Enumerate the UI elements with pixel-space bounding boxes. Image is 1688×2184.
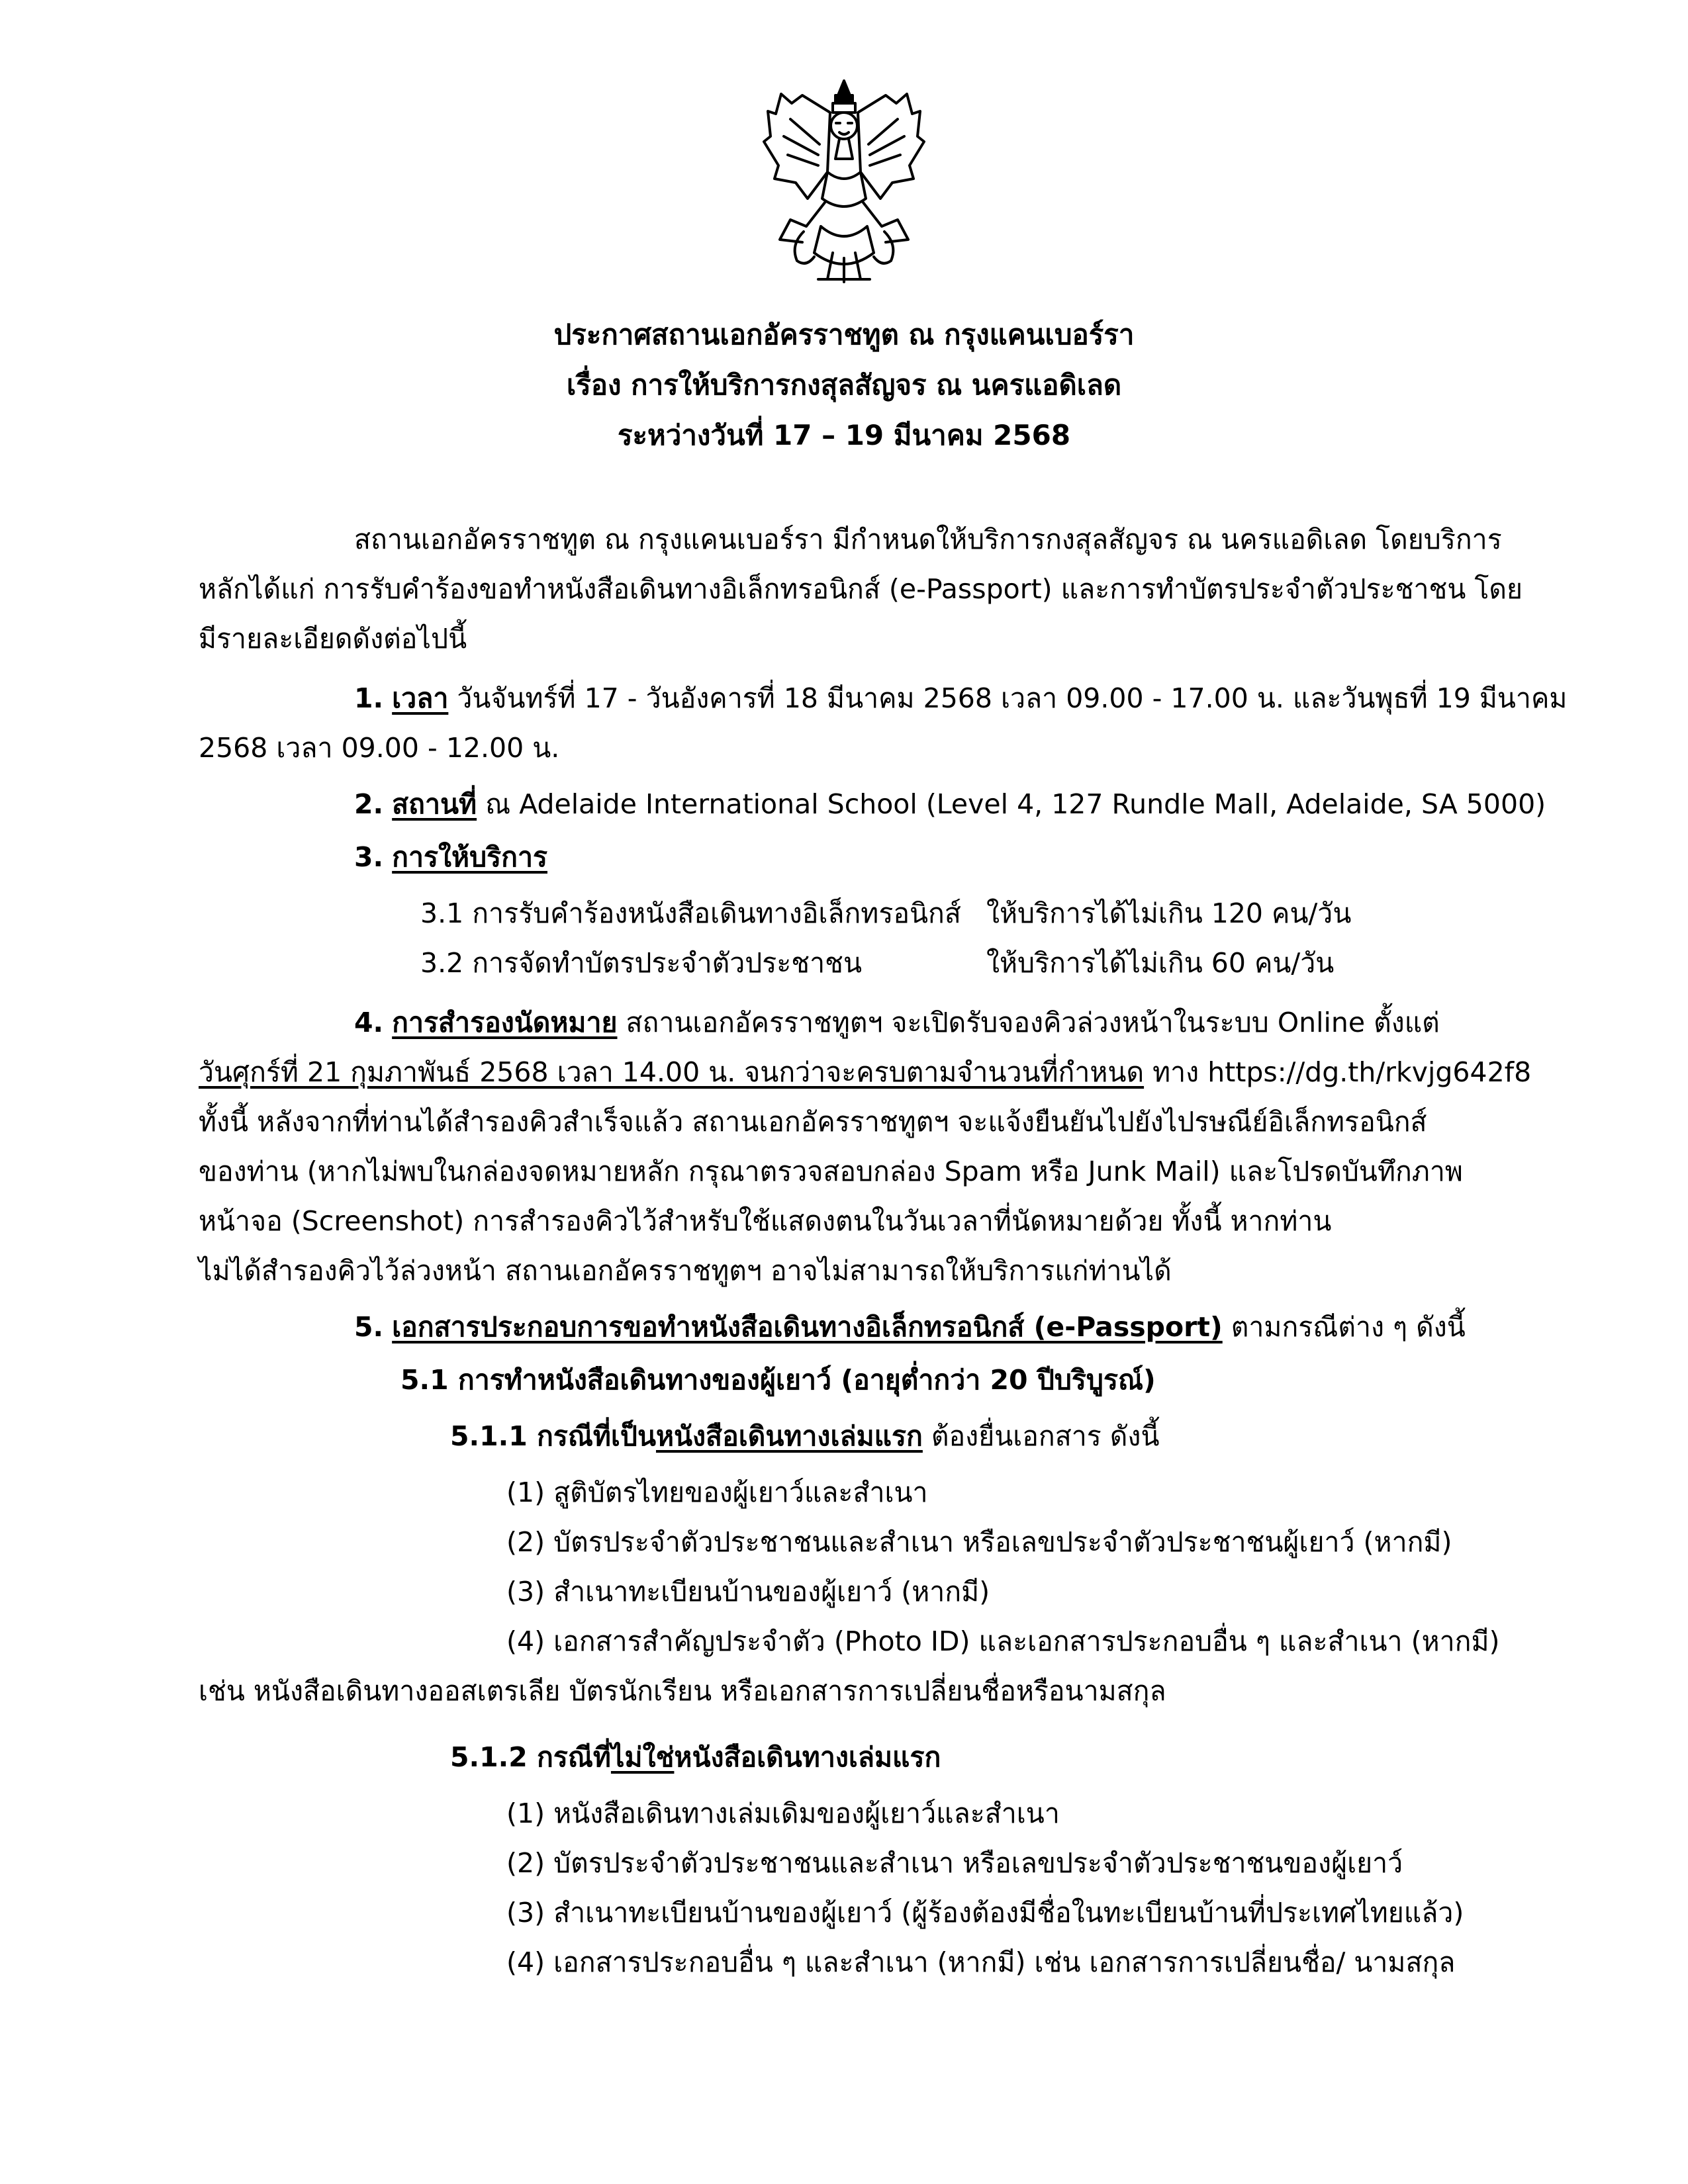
section-1-line-1 bbox=[354, 678, 1567, 718]
section-4-number: 4. bbox=[354, 1007, 384, 1038]
case-5-1-1-number: 5.1.1 กรณีที่เป็น bbox=[450, 1420, 656, 1452]
section-4-label: การสำรองนัดหมาย bbox=[392, 1007, 618, 1038]
section-1-text: วันจันทร์ที่ 17 - วันอังคารที่ 18 มีนาคม 2568 เวลา 09.00 - 17.00 น. และวันพุธที่ 19 มีนาคม bbox=[448, 682, 1568, 714]
section-4-line-2 bbox=[199, 1052, 1531, 1092]
section-1-number: 1. bbox=[354, 682, 384, 714]
case-5-1-1-item-4-continued: เช่น หนังสือเดินทางออสเตรเลีย บัตรนักเรียน หรือเอกสารการเปลี่ยนชื่อหรือนามสกุล bbox=[199, 1675, 1166, 1707]
section-3-number: 3. bbox=[354, 841, 384, 873]
case-5-1-1-label: หนังสือเดินทางเล่มแรก bbox=[655, 1420, 923, 1452]
section-4-line-4: ของท่าน (หากไม่พบในกล่องจดหมายหลัก กรุณาตรวจสอบกล่อง Spam หรือ Junk Mail) และโปรดบันทึกภาพ bbox=[199, 1156, 1463, 1187]
case-5-1-1-item-1: (1) สูติบัตรไทยของผู้เยาว์และสำเนา bbox=[506, 1477, 928, 1508]
section-4-text: สถานเอกอัครราชทูตฯ จะเปิดรับจองคิวล่วงหน้าในระบบ Online ตั้งแต่ bbox=[617, 1007, 1440, 1038]
garuda-emblem-icon bbox=[761, 73, 927, 291]
case-5-1-2-item-2: (2) บัตรประจำตัวประชาชนและสำเนา หรือเลขประจำตัวประชาชนของผู้เยาว์ bbox=[506, 1847, 1403, 1879]
case-5-1-2-item-3: (3) สำเนาทะเบียนบ้านของผู้เยาว์ (ผู้ร้องต้องมีชื่อในทะเบียนบ้านที่ประเทศไทยแล้ว) bbox=[506, 1897, 1464, 1929]
section-3-label: การให้บริการ bbox=[392, 841, 547, 873]
case-5-1-1-text: ต้องยื่นเอกสาร ดังนี้ bbox=[922, 1420, 1160, 1452]
booking-date: วันศุกร์ที่ 21 กุมภาพันธ์ 2568 เวลา 14.00 น. จนกว่าจะครบตามจำนวนที่กำหนด bbox=[199, 1056, 1145, 1088]
section-5-number: 5. bbox=[354, 1311, 384, 1343]
title-line-3: ระหว่างวันที่ 17 – 19 มีนาคม 2568 bbox=[617, 419, 1071, 451]
case-5-1-1-item-2: (2) บัตรประจำตัวประชาชนและสำเนา หรือเลขประจำตัวประชาชนผู้เยาว์ (หากมี) bbox=[506, 1526, 1452, 1558]
booking-link: ทาง https://dg.th/rkvjg642f8 bbox=[1144, 1056, 1532, 1088]
service-row-2-item: 3.2 การจัดทำบัตรประจำตัวประชาชน bbox=[420, 947, 863, 979]
case-5-1-2-item-1: (1) หนังสือเดินทางเล่มเดิมของผู้เยาว์และสำเนา bbox=[506, 1797, 1060, 1829]
section-5-label: เอกสารประกอบการขอทำหนังสือเดินทางอิเล็กทรอนิกส์ (e-Passport) bbox=[392, 1311, 1223, 1343]
section-4-line-3: ทั้งนี้ หลังจากที่ท่านได้สำรองคิวสำเร็จแล้ว สถานเอกอัครราชทูตฯ จะแจ้งยืนยันไปยังไปรษณีย์อิเล็กทรอนิกส์ bbox=[199, 1106, 1427, 1138]
section-4-line-6: ไม่ได้สำรองคิวไว้ล่วงหน้า สถานเอกอัครราชทูตฯ อาจไม่สามารถให้บริการแก่ท่านได้ bbox=[199, 1255, 1172, 1287]
intro-line-3: มีรายละเอียดดังต่อไปนี้ bbox=[199, 623, 467, 655]
case-5-1-2-heading bbox=[450, 1737, 941, 1777]
section-5-text: ตามกรณีต่าง ๆ ดังนี้ bbox=[1222, 1311, 1466, 1343]
section-2-number: 2. bbox=[354, 788, 384, 820]
case-5-1-1-item-3: (3) สำเนาทะเบียนบ้านของผู้เยาว์ (หากมี) bbox=[506, 1576, 990, 1608]
intro-line-1: สถานเอกอัครราชทูต ณ กรุงแคนเบอร์รา มีกำหนดให้บริการกงสุลสัญจร ณ นครแอดิเลด โดยบริการ bbox=[354, 523, 1502, 555]
intro-line-2: หลักได้แก่ การรับคำร้องขอทำหนังสือเดินทางอิเล็กทรอนิกส์ (e-Passport) และการทำบัตรประจำตัวประชาชน โดย bbox=[199, 573, 1523, 605]
section-2-text: ณ Adelaide International School (Level 4, 127 Rundle Mall, Adelaide, SA 5000) bbox=[477, 788, 1546, 820]
case-5-1-1-item-4: (4) เอกสารสำคัญประจำตัว (Photo ID) และเอกสารประกอบอื่น ๆ และสำเนา (หากมี) bbox=[506, 1625, 1500, 1657]
case-5-1-2-text: หนังสือเดินทางเล่มแรก bbox=[674, 1741, 941, 1773]
title-line-1: ประกาศสถานเอกอัครราชทูต ณ กรุงแคนเบอร์รา bbox=[553, 318, 1135, 351]
case-5-1-2-number: 5.1.2 กรณีที่ bbox=[450, 1741, 611, 1773]
section-1-line-2: 2568 เวลา 09.00 - 12.00 น. bbox=[199, 732, 560, 764]
section-1-label: เวลา bbox=[392, 682, 449, 714]
subsection-5-1: 5.1 การทำหนังสือเดินทางของผู้เยาว์ (อายุต่ำกว่า 20 ปีบริบูรณ์) bbox=[400, 1364, 1156, 1396]
section-5-line bbox=[354, 1307, 1466, 1347]
case-5-1-2-label: ไม่ใช่ bbox=[610, 1741, 675, 1773]
case-5-1-2-item-4: (4) เอกสารประกอบอื่น ๆ และสำเนา (หากมี) เช่น เอกสารการเปลี่ยนชื่อ/ นามสกุล bbox=[506, 1946, 1456, 1978]
service-row-1-limit: ให้บริการได้ไม่เกิน 120 คน/วัน bbox=[986, 897, 1352, 929]
case-5-1-1-heading bbox=[450, 1416, 1159, 1456]
service-row-1-item: 3.1 การรับคำร้องหนังสือเดินทางอิเล็กทรอนิกส์ bbox=[420, 897, 961, 929]
section-2-line bbox=[354, 784, 1546, 824]
section-3-heading bbox=[354, 837, 547, 877]
section-4-line-1 bbox=[354, 1003, 1440, 1042]
title-line-2: เรื่อง การให้บริการกงสุลสัญจร ณ นครแอดิเลด bbox=[566, 369, 1122, 401]
section-2-label: สถานที่ bbox=[392, 788, 477, 820]
service-row-2-limit: ให้บริการได้ไม่เกิน 60 คน/วัน bbox=[986, 947, 1335, 979]
section-4-line-5: หน้าจอ (Screenshot) การสำรองคิวไว้สำหรับใช้แสดงตนในวันเวลาที่นัดหมายด้วย ทั้งนี้ หากท่าน bbox=[199, 1205, 1332, 1237]
